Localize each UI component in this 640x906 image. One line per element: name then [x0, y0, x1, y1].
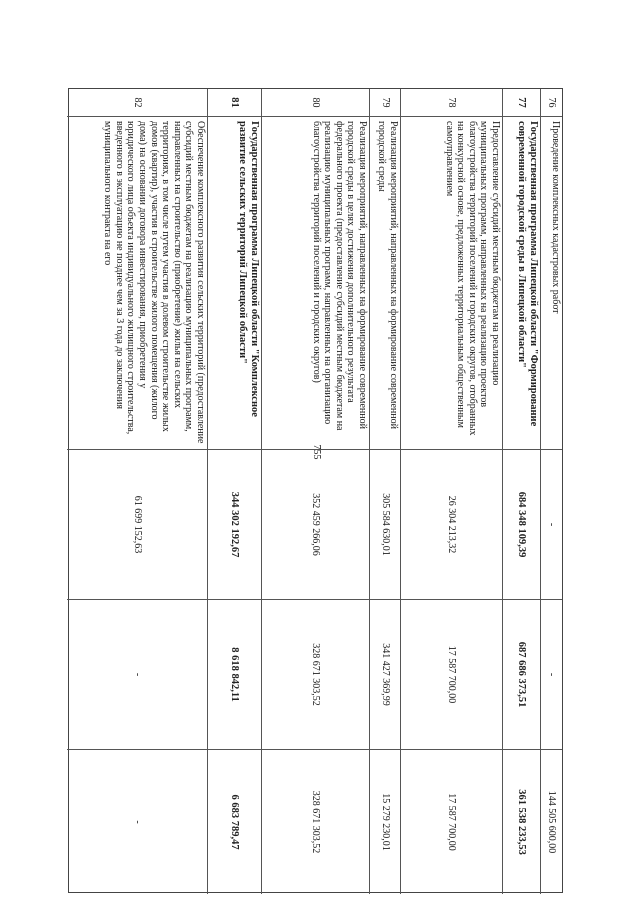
table-row: [400, 89, 502, 894]
value-3: 144 505 600,00: [546, 790, 558, 854]
row-name: Государственная программа Липецкой области "Комплексное развитие сельских территорий Липецкой области": [208, 117, 261, 450]
value-2: -: [67, 600, 207, 750]
row-name: Государственная программа Липецкой области "Формирование современной городской среды в Липецкой области": [503, 117, 540, 450]
value-1: 344 302 192,67: [208, 450, 261, 600]
value-3: -: [131, 820, 143, 824]
value-3: 6 683 789,47: [229, 794, 241, 850]
table-row: [369, 89, 400, 894]
value-2: 687 686 373,51: [503, 600, 540, 750]
value-1: 352 459 266,06: [262, 450, 369, 600]
table-wrapper: [68, 88, 563, 893]
budget-table: [68, 88, 563, 893]
page-number: 755: [311, 444, 322, 460]
value-2: 341 427 369,99: [370, 600, 400, 750]
value-3: 361 538 233,53: [516, 789, 528, 855]
row-number: 76: [541, 89, 562, 117]
row-name: Обеспечение комплексного развития сельских территорий (предоставление субсидий местным бюджетам на реализацию муниципальных программ, направленных на строительство (приобретение) жилья на сельских территориях, в том числе путем участия в долевом строительстве жилых домов (квартир), участия в строительстве жилого помещения (жилого дома) на основании договора инвестирования, приобретения у юридического лица объекта индивидуального жилищного строительства, введенного в эксплуатацию не позднее чем за 3 года до заключения муниципального контракта на его: [67, 117, 207, 450]
table-row: [540, 89, 562, 894]
value-2: 328 671 303,52: [262, 600, 369, 750]
row-name: Реализация мероприятий, направленных на формирование современной городской среды: [370, 117, 400, 450]
table-row: [502, 89, 540, 894]
row-number: 79: [370, 89, 400, 117]
row-name: Реализация мероприятий, направленных на формирование современной городской среды в целях достижения дополнительного результата федерального проекта (предоставление субсидий местным бюджетам на реализацию муниципальных программ, направленных на организацию благоустройства территорий поселений и городских округов): [262, 117, 369, 450]
value-3: 328 671 303,52: [310, 790, 322, 854]
value-3: 17 587 700,00: [446, 793, 458, 851]
value-3: 15 279 230,01: [379, 793, 391, 851]
value-1: -: [541, 450, 562, 600]
value-1: 684 348 109,39: [503, 450, 540, 600]
table-row: [67, 89, 207, 894]
value-1: 305 584 630,01: [370, 450, 400, 600]
table-row: [207, 89, 261, 894]
value-1: 61 699 152,63: [67, 450, 207, 600]
row-number: 81: [208, 89, 261, 117]
row-number: 82: [67, 89, 207, 117]
value-1: 26 304 213,32: [401, 450, 502, 600]
table-row: [261, 89, 369, 894]
value-2: -: [541, 600, 562, 750]
value-2: 17 587 700,00: [401, 600, 502, 750]
row-name: Проведение комплексных кадастровых работ: [541, 117, 562, 450]
row-number: 77: [503, 89, 540, 117]
row-number: 80: [262, 89, 369, 117]
row-name: Предоставление субсидий местным бюджетам на реализацию муниципальных программ, направленных на реализацию проектов благоустройства территорий поселений и городских округов, отобранных на конкурсной основе, предложенных территориальным общественным самоуправлением: [401, 117, 502, 450]
row-number: 78: [401, 89, 502, 117]
value-2: 8 618 842,11: [208, 600, 261, 750]
